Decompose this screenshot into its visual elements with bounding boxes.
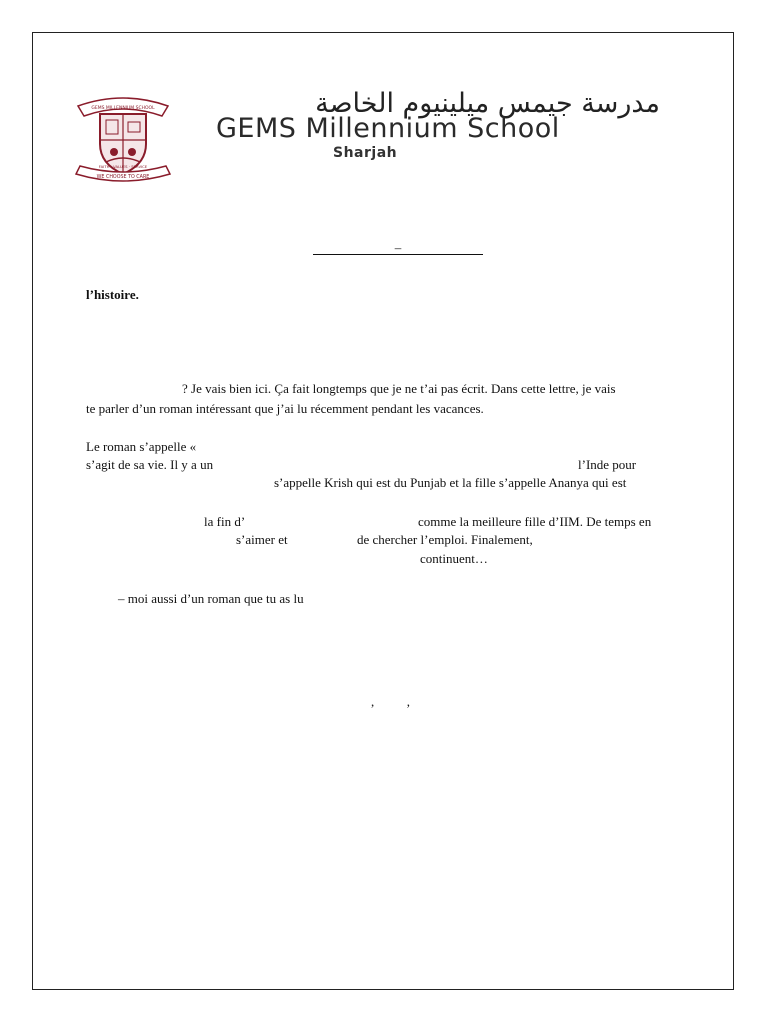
school-crest-logo [70, 92, 176, 190]
section-heading: l’histoire. [86, 287, 139, 302]
text-line-p2-2b: l’Inde pour [578, 457, 637, 472]
school-name-arabic: مدرسة جيمس ميلينيوم الخاصة [315, 88, 660, 119]
title-underline [313, 240, 483, 255]
text-line-p3-1a: la fin d’ [204, 514, 246, 529]
text-line-p3-2b: de chercher l’emploi. Finalement, [357, 532, 533, 547]
crest-motto: FAITH · VALUES · SERVICE [98, 164, 148, 169]
title-fragment: – [394, 240, 402, 255]
text-line-p3-3: continuent… [420, 551, 488, 566]
crest-banner-top: GEMS MILLENNIUM SCHOOL [91, 106, 155, 111]
text-line-p2-3: s’appelle Krish qui est du Punjab et la fille s’appelle Ananya qui est [274, 475, 627, 490]
text-line-p3-2a: s’aimer et [236, 532, 288, 547]
text-line-p1-2: te parler d’un roman intéressant que j’ai lu récemment pendant les vacances. [86, 401, 484, 416]
closing-commas: , , [371, 694, 410, 709]
text-line-p1-1: ? Je vais bien ici. Ça fait longtemps que je ne t’ai pas écrit. Dans cette lettre, je vais [182, 381, 616, 396]
text-line-p4-1: – moi aussi d’un roman que tu as lu [118, 591, 304, 606]
text-line-p3-1b: comme la meilleure fille d’IIM. De temps en [418, 514, 652, 529]
text-line-p2-1: Le roman s’appelle « [86, 439, 197, 454]
crest-banner-bottom: WE CHOOSE TO CARE [96, 175, 150, 180]
text-line-p2-2a: s’agit de sa vie. Il y a un [86, 457, 214, 472]
school-name-english: GEMS Millennium School [216, 113, 560, 144]
school-city: Sharjah [333, 145, 398, 161]
